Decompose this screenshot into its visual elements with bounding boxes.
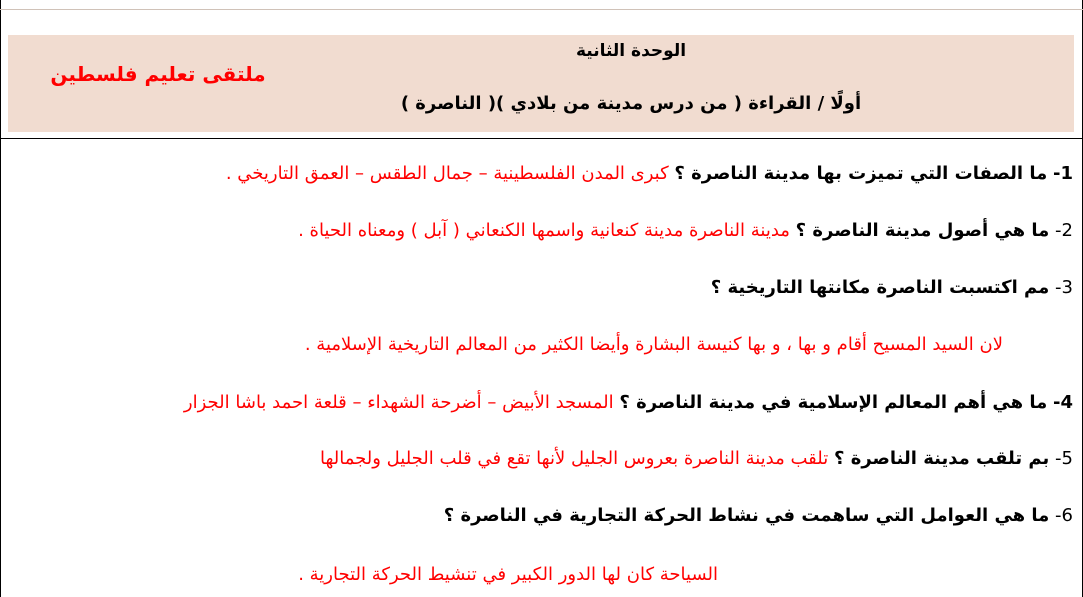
answer-text: لان السيد المسيح أقام و بها ، و بها كنيسة البشارة وأيضا الكثير من المعالم التاريخية الإسلامية . (304, 334, 1003, 355)
question-number: 6- (1055, 505, 1073, 526)
question-row-5 (320, 447, 1073, 471)
question-row-2 (298, 219, 1073, 243)
header-separator (0, 138, 1083, 139)
question-row-4 (184, 391, 1073, 415)
question-text: بم تلقب مدينة الناصرة ؟ (833, 448, 1050, 469)
question-text: ما هي أصول مدينة الناصرة ؟ (795, 220, 1050, 241)
question-row-1 (226, 162, 1073, 186)
question-text: ما هي أهم المعالم الإسلامية في مدينة الناصرة ؟ (619, 392, 1048, 413)
question-row-3 (711, 276, 1073, 300)
question-number: 1- (1052, 163, 1073, 184)
question-number: 4- (1052, 392, 1073, 413)
question-text: ما الصفات التي تميزت بها مدينة الناصرة ؟ (674, 163, 1048, 184)
question-number: 3- (1055, 277, 1073, 298)
answer-text: المسجد الأبيض – أضرحة الشهداء – قلعة احمد باشا الجزار (183, 392, 614, 413)
question-row-6 (444, 504, 1073, 528)
question-number: 5- (1055, 448, 1073, 469)
unit-title: الوحدة الثانية (575, 41, 687, 61)
top-rule (0, 9, 1083, 10)
question-text: مم اكتسبت الناصرة مكانتها التاريخية ؟ (710, 277, 1050, 298)
brand-title: ملتقى تعليم فلسطين (50, 62, 266, 86)
question-text: ما هي العوامل التي ساهمت في نشاط الحركة التجارية في الناصرة ؟ (443, 505, 1050, 526)
answer-text: كبرى المدن الفلسطينية – جمال الطقس – العمق التاريخي . (225, 163, 669, 184)
answer-text: تلقب مدينة الناصرة بعروس الجليل لأنها تقع في قلب الجليل ولجمالها (319, 448, 829, 469)
question-number: 2- (1055, 220, 1073, 241)
header-box (8, 35, 1074, 132)
answer-text: السياحة كان لها الدور الكبير في تنشيط الحركة التجارية . (298, 564, 718, 585)
lesson-title: أولًا / القراءة ( من درس مدينة من بلادي )( الناصرة ) (400, 93, 862, 114)
answer-text: مدينة الناصرة مدينة كنعانية واسمها الكنعاني ( آبل ) ومعناه الحياة . (298, 220, 790, 241)
